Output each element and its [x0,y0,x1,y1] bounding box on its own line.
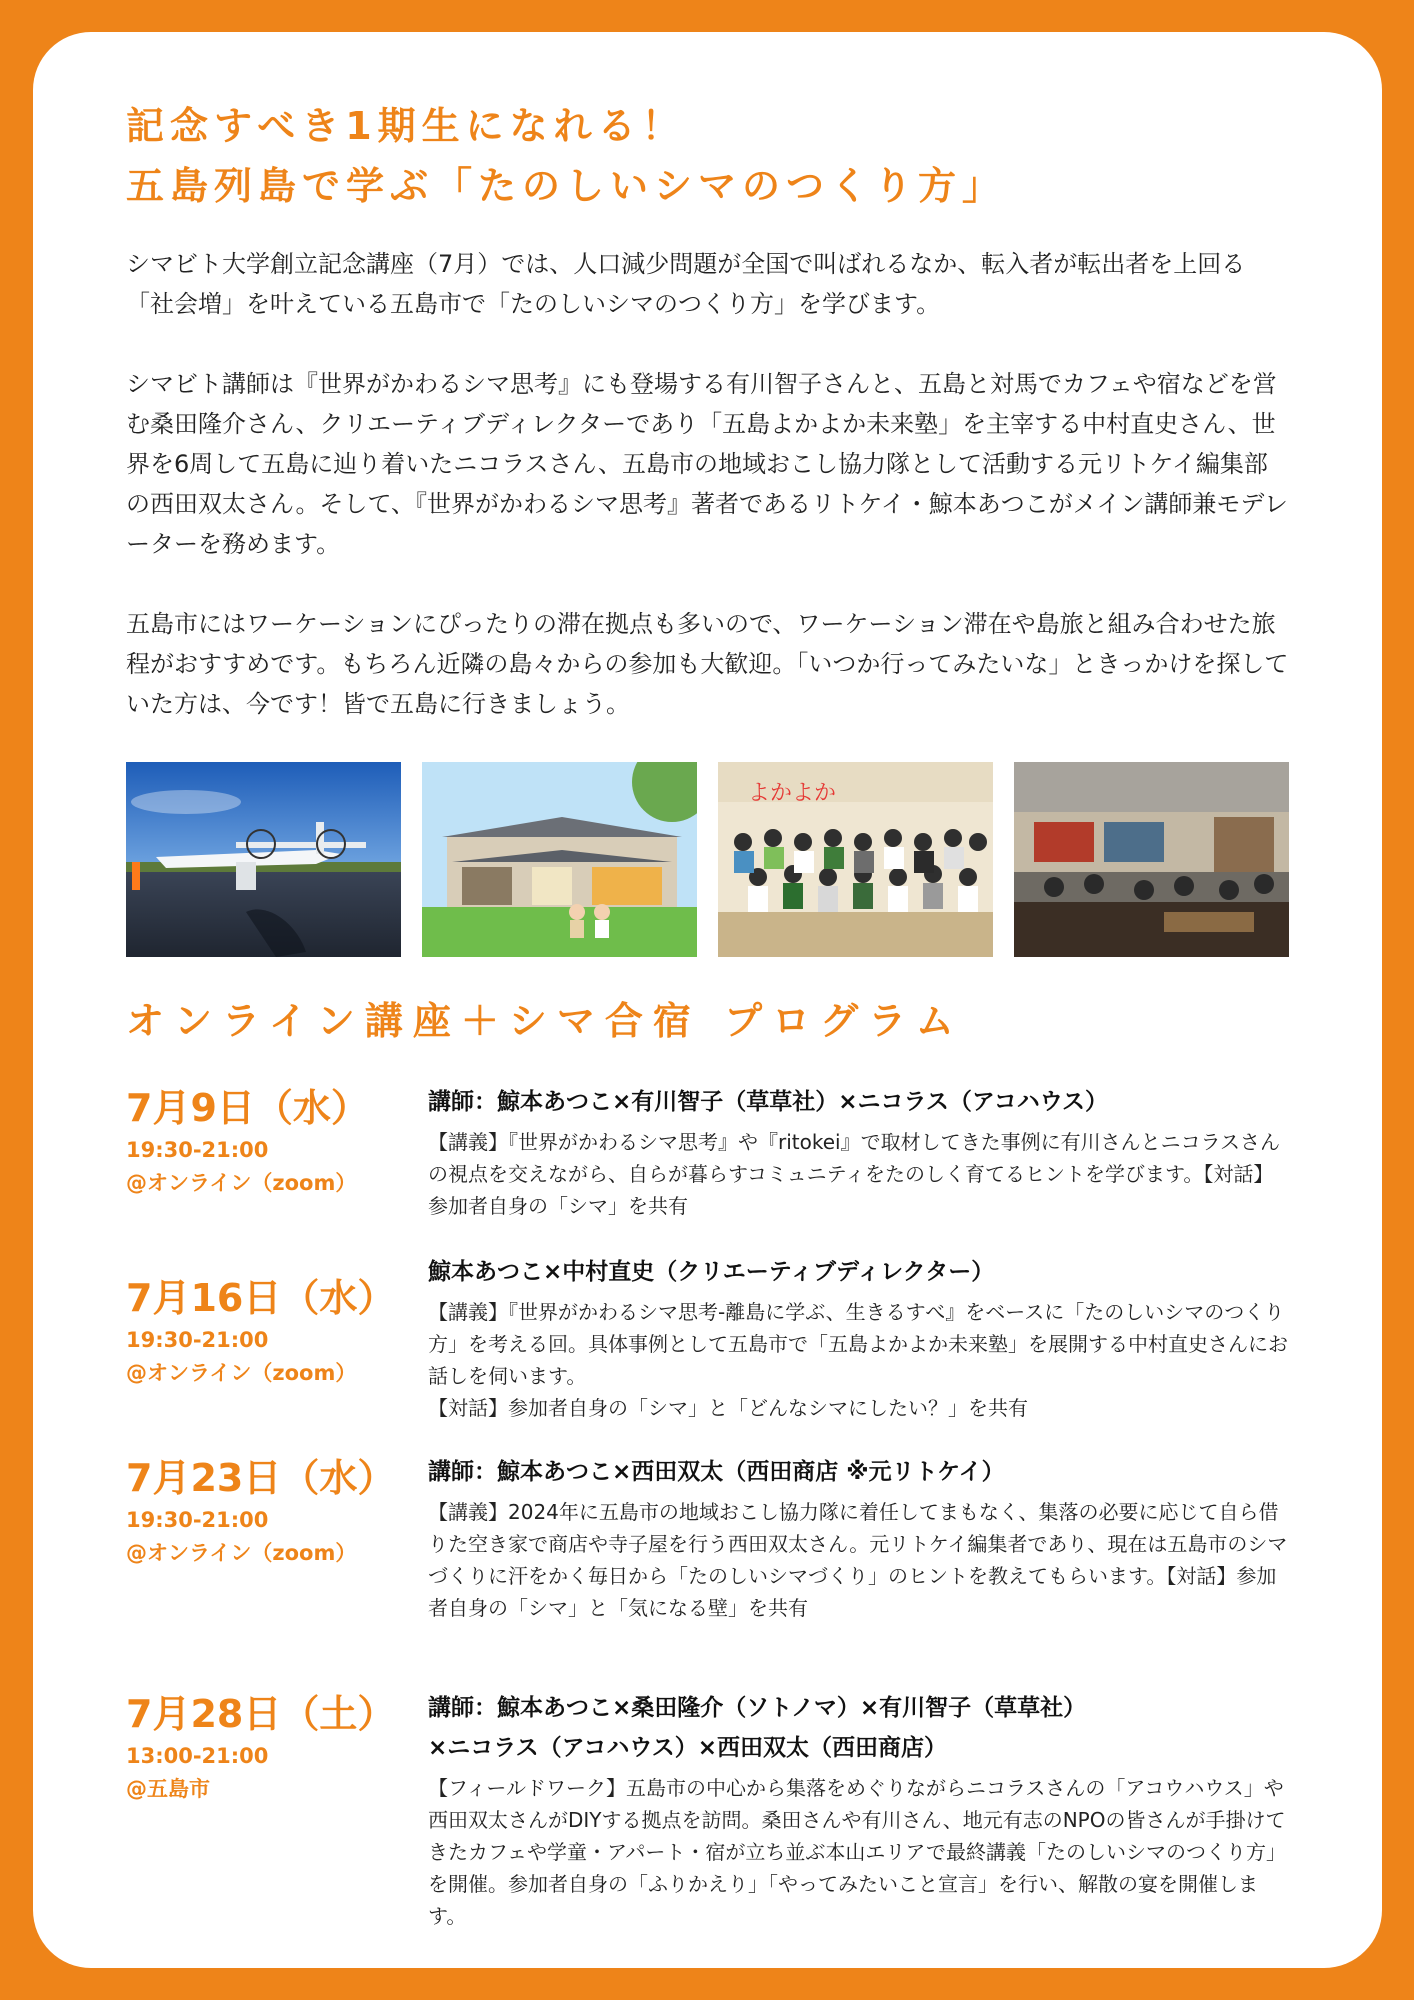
session-detail [428,1452,1290,1624]
intro-paragraph-2: シマビト講師は『世界がかわるシマ思考』にも登場する有川智子さんと、五島と対馬でカフェや宿などを営む桑田隆介さん、クリエーティブディレクターであり「五島よかよか未来塾」を主宰する中村直史さん、世界を6周して五島に辿り着いたニコラスさん、五島市の地域おこし協力隊として活動する元リトケイ編集部の西田双太さん。そして、『世界がかわるシマ思考』著者であるリトケイ・鯨本あつこがメイン講師兼モデレーターを務めます。 [126,370,1288,558]
session-speakers-continued: ×ニコラス（アコハウス）×西田双太（西田商店） [428,1735,948,1761]
flyer-title [126,96,1286,216]
session-schedule [126,1252,416,1390]
session-speakers: 講師：鯨本あつこ×西田双太（西田商店 ※元リトケイ） [428,1459,1005,1485]
intro-text [126,244,1290,764]
intro-paragraph-1: シマビト大学創立記念講座（7月）では、人口減少問題が全国で叫ばれるなか、転入者が転出者を上回る「社会増」を叶えている五島市で「たのしいシマのつくり方」を学びます。 [126,250,1246,318]
session-description: 【フィールドワーク】五島市の中心から集落をめぐりながらニコラスさんの「アコウハウス」や西田双太さんがDIYする拠点を訪問。桑田さんや有川さん、地元有志のNPOの皆さんが手掛けてきたカフェや学童・アパート・宿が立ち並ぶ本山エリアで最終講義「たのしいシマのつくり方」を開催。参加者自身の「ふりかえり」「やってみたいこと宣言」を行い、解散の宴を開催します。 [428,1776,1286,1928]
session-place: @五島市 [126,1777,210,1801]
session-place: @オンライン（zoom） [126,1361,357,1385]
program-title: オンライン講座＋シマ合宿 プログラム [126,999,964,1043]
session-place: @オンライン（zoom） [126,1171,357,1195]
session-speakers: 講師：鯨本あつこ×有川智子（草草社）×ニコラス（アコハウス） [428,1089,1109,1115]
title-line-1: 記念すべき1期生になれる！ [126,104,686,148]
session-date: 7月28日（土） [126,1692,396,1736]
session-place: @オンライン（zoom） [126,1541,357,1565]
photo-strip [126,762,1289,957]
session-date: 7月23日（水） [126,1456,396,1500]
svg-text:よかよか: よかよか [748,781,837,806]
session-description: 【講義】2024年に五島市の地域おこし協力隊に着任してまもなく、集落の必要に応じて自ら借りた空き家で商店や寺子屋を行う西田双太さん。元リトケイ編集者であり、現在は五島市のシマづくりに汗をかく毎日から「たのしいシマづくり」のヒントを教えてもらいます。【対話】参加者自身の「シマ」と「気になる壁」を共有 [428,1500,1288,1620]
session-schedule [126,1688,416,1806]
session-dialogue: 【対話】参加者自身の「シマ」と「どんなシマにしたい？」を共有 [428,1396,1028,1420]
session-detail [428,1688,1290,1932]
group-photo [718,762,993,957]
session-time: 19:30-21:00 [126,1328,269,1352]
session-description: 【講義】『世界がかわるシマ思考-離島に学ぶ、生きるすべ』をベースに「たのしいシマのつくり方」を考える回。具体事例として五島市で「五島よかよか未来塾」を展開する中村直史さんにお話しを伺います。 [428,1300,1288,1388]
cafe-interior-photo [1014,762,1289,957]
session-date: 7月16日（水） [126,1276,396,1320]
session-time: 19:30-21:00 [126,1508,269,1532]
title-line-2: 五島列島で学ぶ「たのしいシマのつくり方」 [126,164,1007,208]
intro-paragraph-3: 五島市にはワーケーションにぴったりの滞在拠点も多いので、ワーケーション滞在や島旅と組み合わせた旅程がおすすめです。もちろん近隣の島々からの参加も大歓迎。「いつか行ってみたいな」ときっかけを探していた方は、今です！皆で五島に行きましょう。 [126,610,1289,718]
session-detail [428,1082,1290,1222]
house-photo [422,762,697,957]
session-speakers: 鯨本あつこ×中村直史（クリエーティブディレクター） [428,1259,995,1285]
session-schedule [126,1082,416,1200]
session-schedule [126,1452,416,1570]
session-time: 13:00-21:00 [126,1744,269,1768]
airplane-photo [126,762,401,957]
session-speakers: 講師：鯨本あつこ×桑田隆介（ソトノマ）×有川智子（草草社） [428,1695,1087,1721]
session-date: 7月9日（水） [126,1086,369,1130]
session-time: 19:30-21:00 [126,1138,269,1162]
session-detail [428,1252,1290,1424]
session-description: 【講義】『世界がかわるシマ思考』や『ritokei』で取材してきた事例に有川さんとニコラスさんの視点を交えながら、自らが暮らすコミュニティをたのしく育てるヒントを学びます。【対話】参加者自身の「シマ」を共有 [428,1130,1280,1218]
